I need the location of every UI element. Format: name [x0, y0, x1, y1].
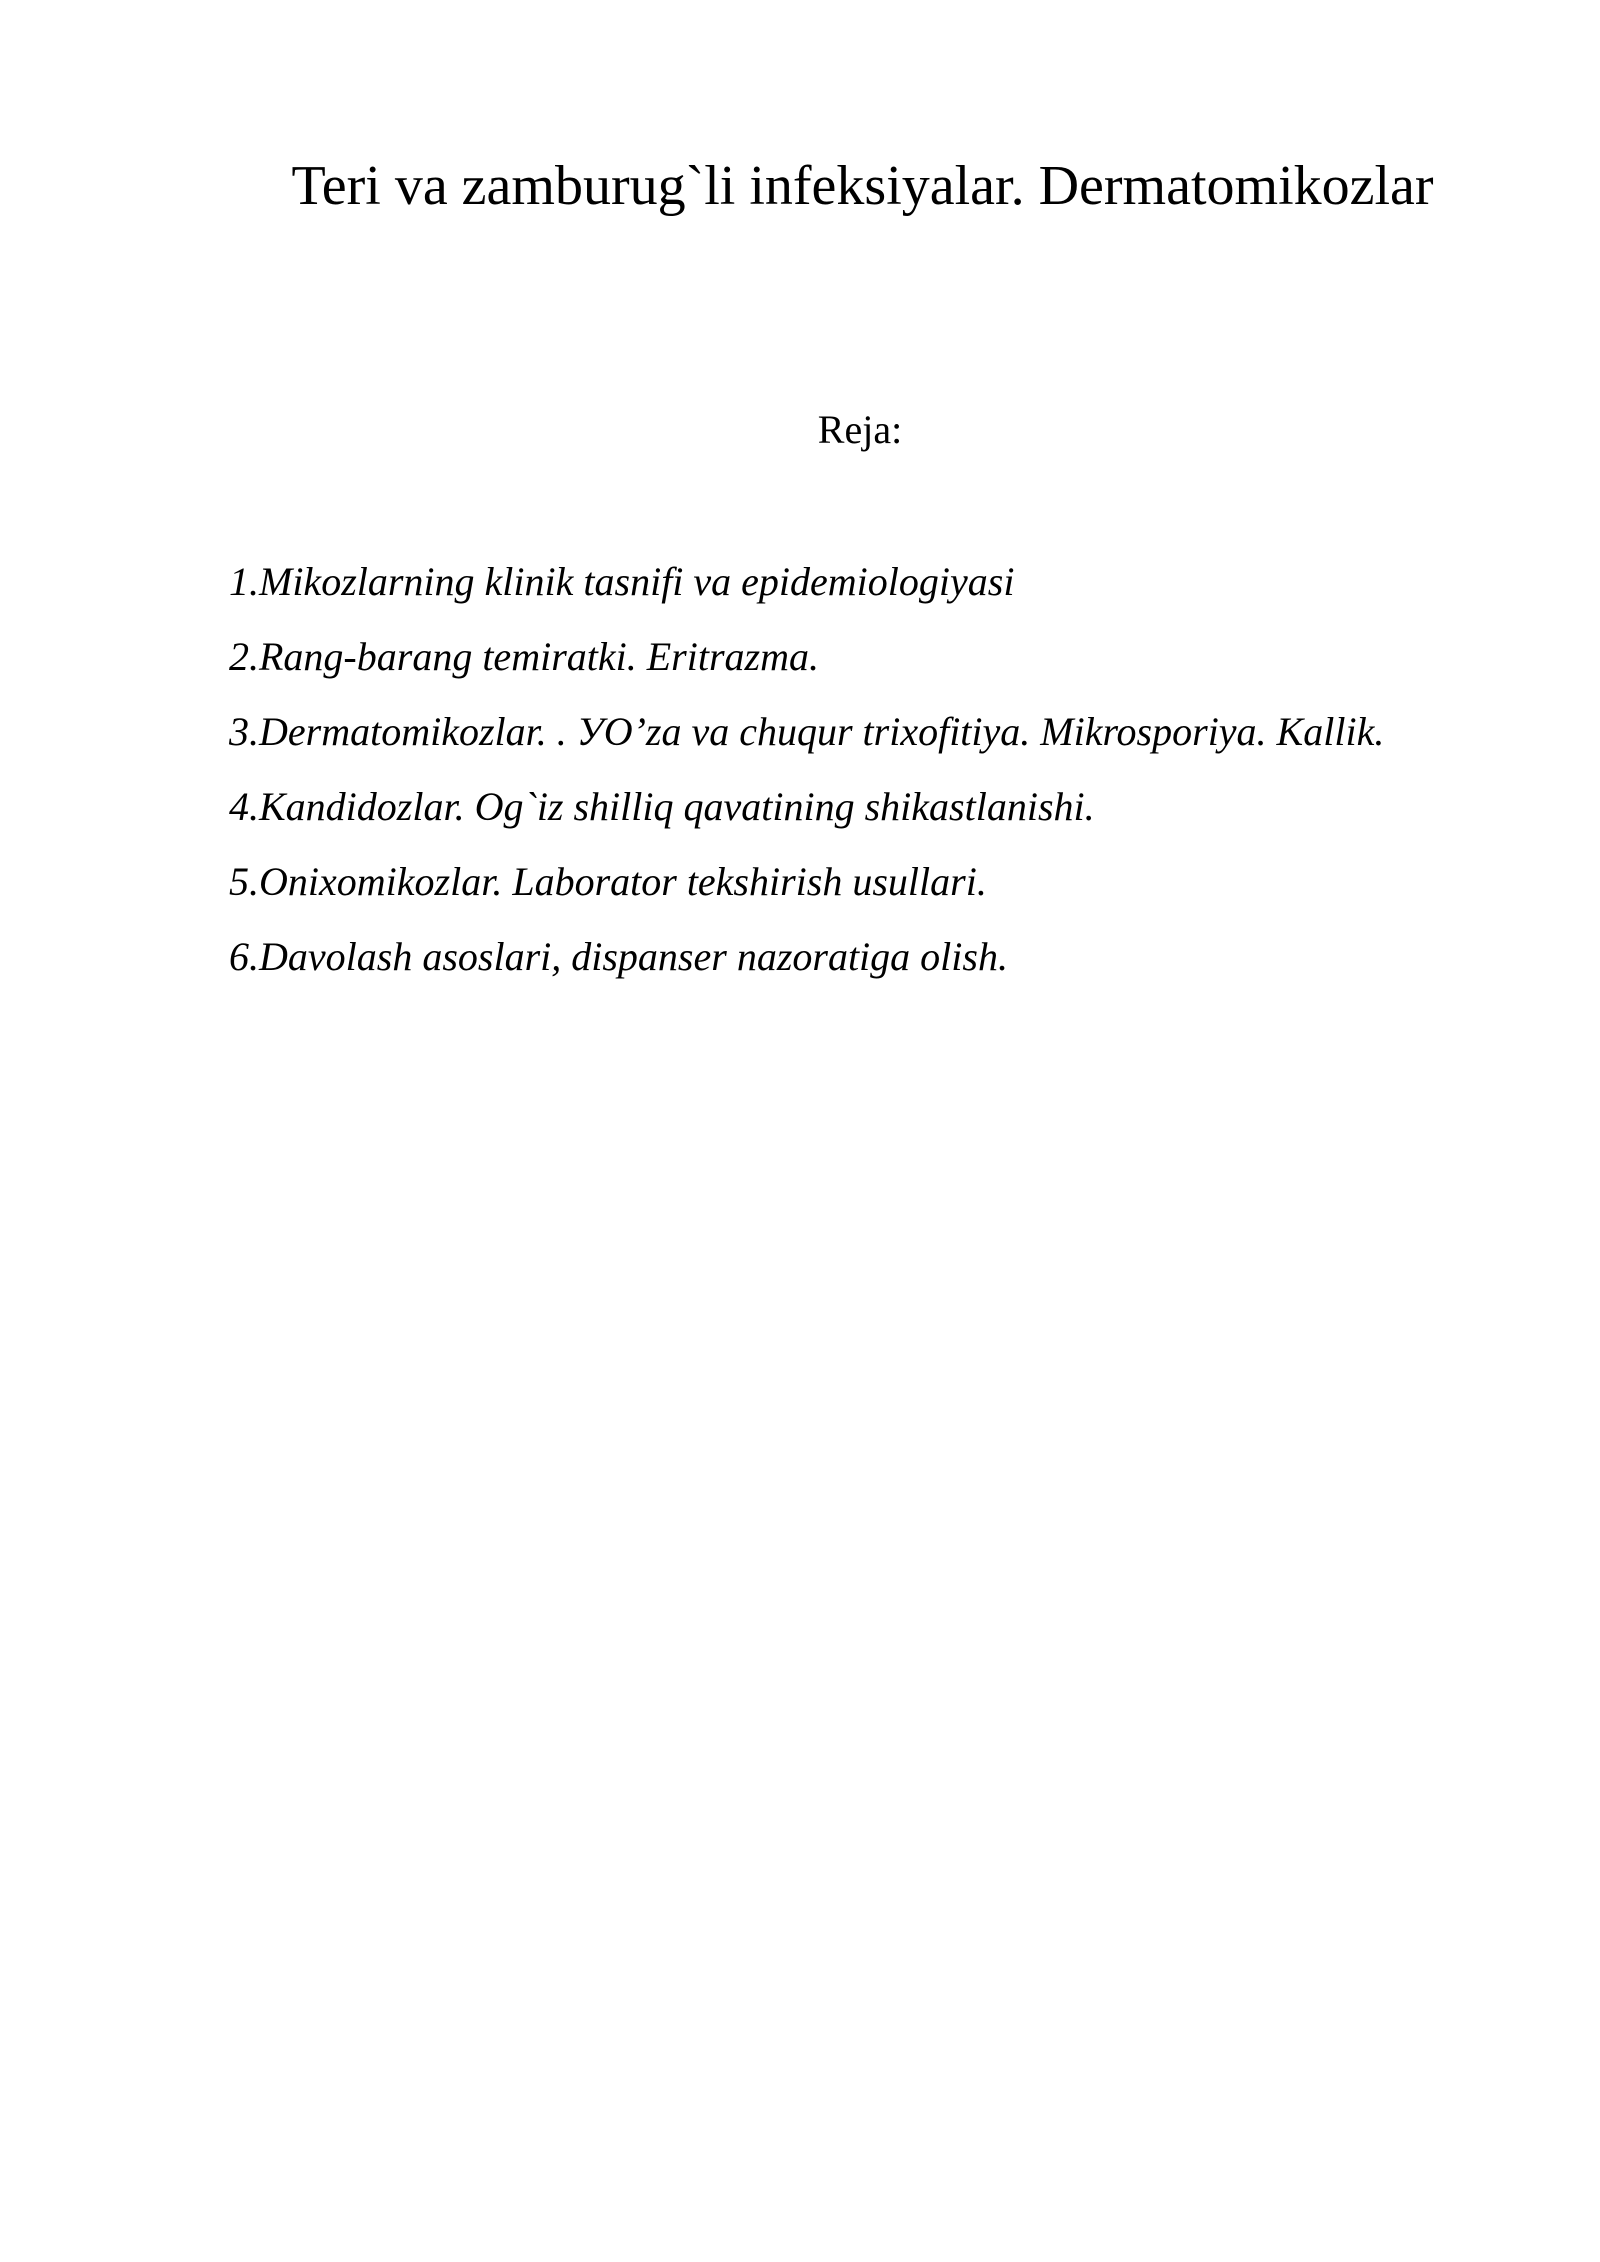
plan-item: 5.Onixomikozlar. Laborator tekshirish usullari.	[229, 859, 987, 904]
plan-item: 3.Dermatomikozlar. . УO’za va chuqur trixofitiya. Mikrosporiya. Kallik.	[229, 709, 1385, 754]
plan-item: 1.Mikozlarning klinik tasnifi va epidemiologiyasi	[229, 559, 1015, 604]
plan-item: 4.Kandidozlar. Og`iz shilliq qavatining shikastlanishi.	[229, 784, 1095, 829]
plan-item: 6.Davolash asoslari, dispanser nazoratiga olish.	[229, 934, 1008, 979]
document-title: Teri va zamburug`li infeksiyalar. Dermatomikozlar	[291, 155, 1434, 217]
plan-list	[229, 544, 1384, 994]
plan-heading: Reja:	[817, 407, 903, 452]
plan-item: 2.Rang-barang temiratki. Eritrazma.	[229, 634, 819, 679]
